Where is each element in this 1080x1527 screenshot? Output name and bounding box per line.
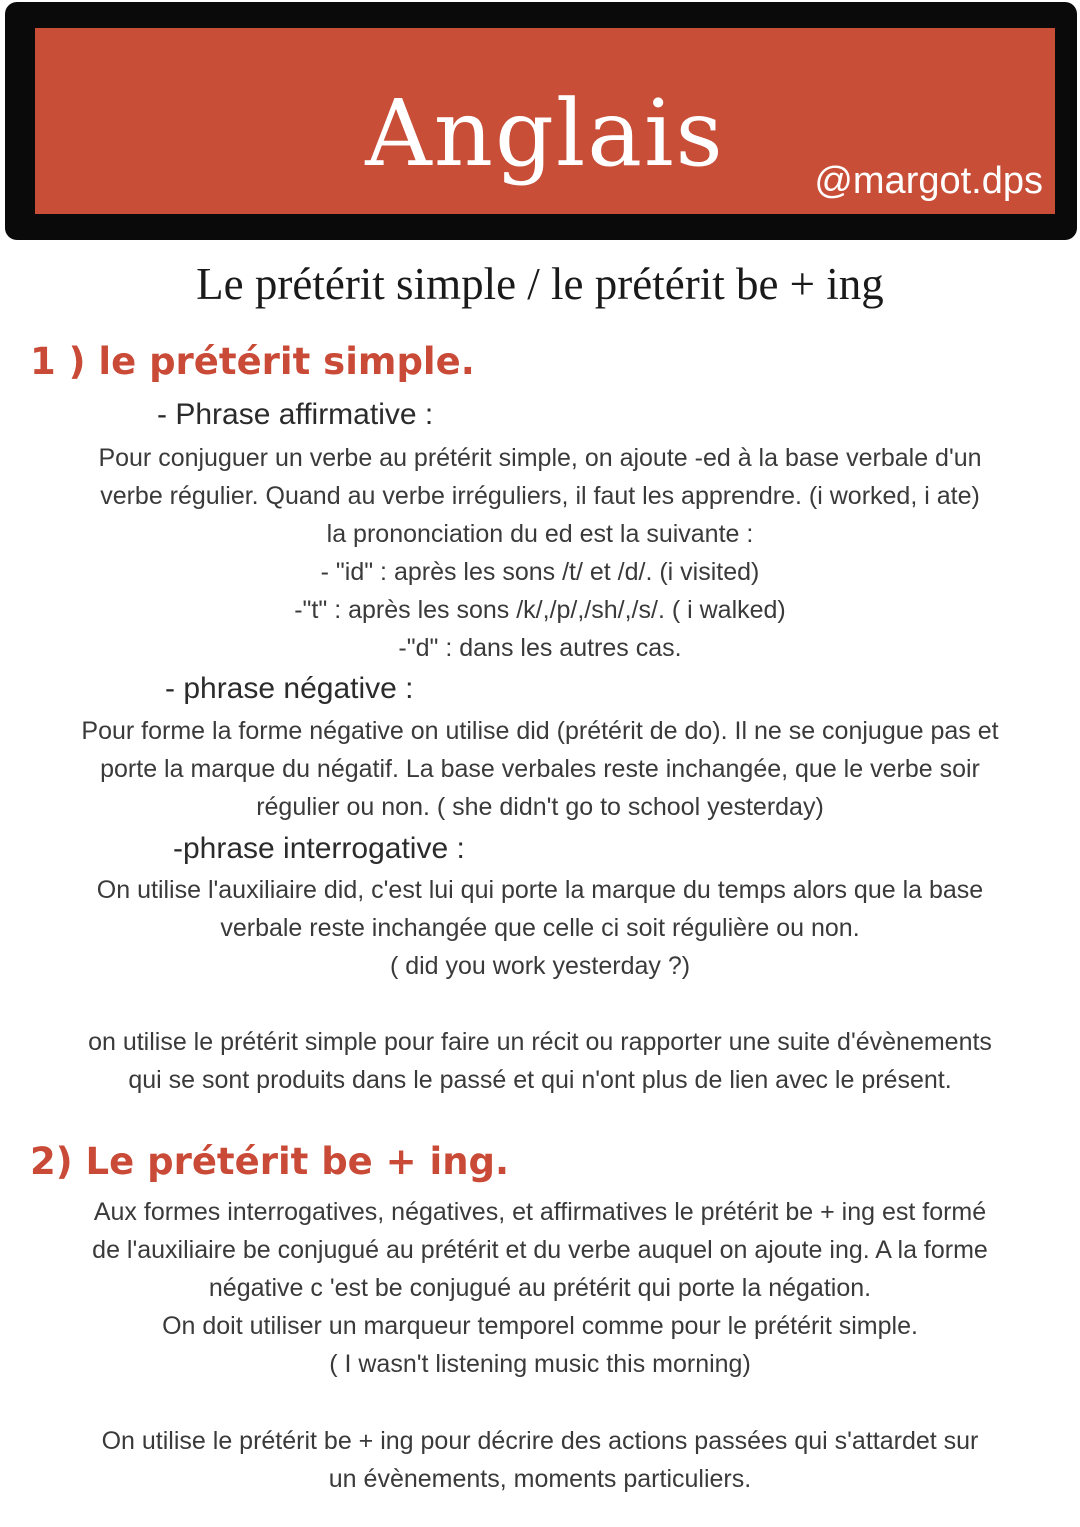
paragraph-line: On utilise l'auxiliaire did, c'est lui qui porte la marque du temps alors que la base: [96, 876, 984, 904]
page-title: Anglais: [365, 80, 725, 187]
paragraph-line: verbale reste inchangée que celle ci soit régulière ou non.: [220, 914, 860, 942]
paragraph-line: qui se sont produits dans le passé et qui n'ont plus de lien avec le présent.: [128, 1066, 952, 1094]
paragraph-line: régulier ou non. ( she didn't go to school yesterday): [256, 793, 824, 821]
affirmative-paragraph: [20, 439, 1060, 667]
paragraph-line: On doit utiliser un marqueur temporel comme pour le prétérit simple.: [162, 1312, 918, 1340]
header-frame: [5, 2, 1077, 240]
interrogative-paragraph: [20, 871, 1060, 985]
paragraph-line: Pour conjuguer un verbe au prétérit simple, on ajoute -ed à la base verbale d'un: [98, 444, 982, 472]
paragraph-line: -"t" : après les sons /k/,/p/,/sh/,/s/. ( i walked): [294, 596, 786, 624]
paragraph-line: on utilise le prétérit simple pour faire un récit ou rapporter une suite d'évènements: [88, 1028, 992, 1056]
paragraph-line: Aux formes interrogatives, négatives, et affirmatives le prétérit be + ing est formé: [93, 1198, 987, 1226]
paragraph-line: -"d" : dans les autres cas.: [398, 634, 682, 662]
author-handle: @margot.dps: [814, 160, 1043, 202]
paragraph-line: On utilise le prétérit be + ing pour décrire des actions passées qui s'attardet sur: [101, 1427, 979, 1455]
be-ing-paragraph: [20, 1193, 1060, 1383]
paragraph-line: porte la marque du négatif. La base verbales reste inchangée, que le verbe soir: [100, 755, 980, 783]
simple-usage-paragraph: [20, 1023, 1060, 1099]
paragraph-line: Pour forme la forme négative on utilise did (prétérit de do). Il ne se conjugue pas et: [81, 717, 999, 745]
paragraph-line: négative c 'est be conjugué au prétérit qui porte la négation.: [208, 1274, 872, 1302]
header-banner: [35, 28, 1055, 214]
be-ing-usage-paragraph: [20, 1422, 1060, 1498]
paragraph-line: ( I wasn't listening music this morning): [329, 1350, 751, 1378]
paragraph-line: de l'auxiliaire be conjugué au prétérit et du verbe auquel on ajoute ing. A la forme: [92, 1236, 988, 1264]
negative-subheading: - phrase négative :: [165, 672, 414, 705]
paragraph-line: verbe régulier. Quand au verbe irréguliers, il faut les apprendre. (i worked, i ate): [100, 482, 980, 510]
section-2-heading: 2) Le prétérit be + ing.: [30, 1140, 510, 1183]
negative-paragraph: [20, 712, 1060, 826]
paragraph-line: - "id" : après les sons /t/ et /d/. (i visited): [320, 558, 760, 586]
paragraph-line: ( did you work yesterday ?): [389, 952, 691, 980]
section-1-heading: 1 ) le prétérit simple.: [30, 340, 475, 383]
interrogative-subheading: -phrase interrogative :: [173, 832, 465, 865]
affirmative-subheading: - Phrase affirmative :: [157, 398, 434, 431]
paragraph-line: la prononciation du ed est la suivante :: [326, 520, 754, 548]
paragraph-line: un évènements, moments particuliers.: [328, 1465, 752, 1493]
document-title: Le prétérit simple / le prétérit be + ing: [196, 259, 884, 309]
